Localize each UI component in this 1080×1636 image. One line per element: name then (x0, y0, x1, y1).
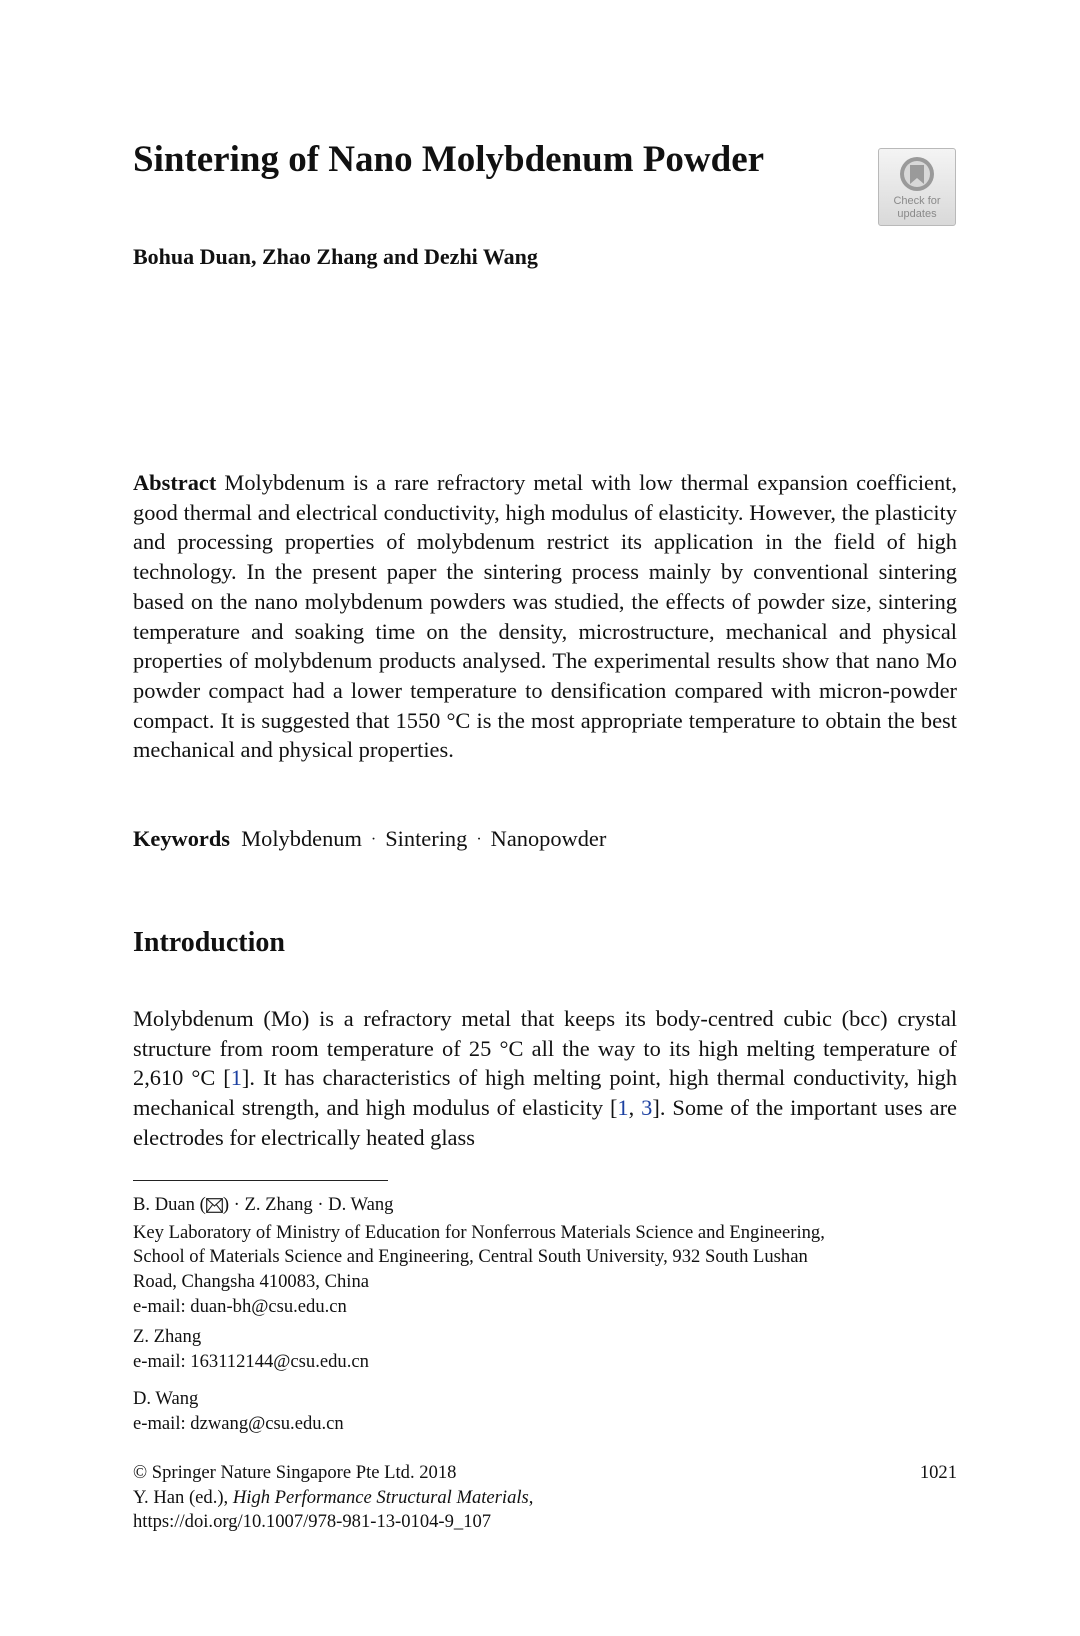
intro-text: ]. It has characteristics of high melting point, high thermal conductivity, high mechanical strength, and high modulus of elasticity [ (133, 1065, 958, 1121)
affiliation-line: Road, Changsha 410083, China (133, 1271, 370, 1293)
keyword-separator: · (476, 831, 482, 848)
abstract (133, 468, 957, 765)
envelope-icon (206, 1196, 223, 1221)
copyright-line: © Springer Nature Singapore Pte Ltd. 2018 (133, 1462, 457, 1483)
author-email[interactable]: e-mail: 163112144@csu.edu.cn (133, 1350, 369, 1372)
citation-link[interactable]: 1 (230, 1065, 242, 1091)
affiliation-line: School of Materials Science and Engineering, Central South University, 932 South Lushan (133, 1246, 808, 1268)
author-footnote-wang (133, 1387, 957, 1436)
footnote-rule (133, 1180, 388, 1181)
intro-text: Molybdenum (Mo) is a refractory metal that keeps its body-centred cubic (bcc) crystal structure from room temperature of 25 °C all the way to its high melting temperature of 2,610 °C [ (133, 1006, 957, 1091)
author-footnote-zhang (133, 1325, 957, 1374)
book-suffix: , (528, 1486, 534, 1508)
doi-link[interactable]: https://doi.org/10.1007/978-981-13-0104-9_107 (133, 1511, 492, 1533)
page-number: 1021 (919, 1462, 957, 1483)
section-heading-introduction: Introduction (133, 927, 285, 958)
intro-text: ]. Some of the important uses are electrodes for electrically heated glass (133, 1095, 957, 1150)
abstract-label: Abstract (133, 470, 217, 495)
keywords-label: Keywords (133, 826, 231, 851)
book-editor: Y. Han (ed.), (133, 1486, 233, 1508)
author-email[interactable]: e-mail: duan-bh@csu.edu.cn (133, 1295, 347, 1317)
introduction-paragraph (133, 1004, 957, 1153)
paper-title: Sintering of Nano Molybdenum Powder (133, 139, 765, 180)
citation-comma: , (628, 1095, 642, 1121)
author-footnote (133, 1193, 957, 1320)
badge-line1: Check for (893, 195, 941, 207)
crossmark-icon (897, 154, 937, 194)
footnote-author-duan: B. Duan ( (133, 1194, 206, 1215)
footnote-name: Z. Zhang (133, 1326, 202, 1347)
footnote-name: D. Wang (133, 1388, 199, 1409)
footnote-coauthors: ) · Z. Zhang · D. Wang (222, 1194, 394, 1215)
affiliation-line: Key Laboratory of Ministry of Education for Nonferrous Materials Science and Engineering, (133, 1221, 825, 1243)
citation-link[interactable]: 1 (617, 1095, 629, 1121)
keywords (133, 824, 957, 855)
book-title: High Performance Structural Materials (232, 1486, 529, 1508)
keyword-separator: · (370, 831, 377, 848)
keyword-item: Nanopowder (490, 826, 607, 851)
badge-line2: updates (897, 208, 937, 220)
copyright-block (133, 1461, 957, 1535)
footnote-authors (133, 1193, 957, 1221)
abstract-text: Molybdenum is a rare refractory metal with low thermal expansion coefficient, good thermal and electrical conductivity, high modulus of elasticity. However, the plasticity and processing properties of molybdenum restrict its application in the field of high technology. In the present paper the sintering process mainly by conventional sintering based on the nano molybdenum powders was studied, the effects of powder size, sintering temperature and soaking time on the density, microstructure, mechanical and physical properties of molybdenum products analysed. The experimental results show that nano Mo powder compact had a lower temperature to densification compared with micron-powder compact. It is suggested that 1550 °C is the most appropriate temperature to obtain the best mechanical and physical properties. (133, 470, 957, 763)
keyword-item: Molybdenum (241, 826, 362, 851)
check-for-updates-badge[interactable] (878, 148, 956, 226)
author-list: Bohua Duan, Zhao Zhang and Dezhi Wang (133, 244, 538, 269)
citation-link[interactable]: 3 (641, 1095, 653, 1121)
author-email[interactable]: e-mail: dzwang@csu.edu.cn (133, 1412, 344, 1434)
keyword-item: Sintering (385, 826, 468, 851)
book-citation (133, 1486, 957, 1511)
